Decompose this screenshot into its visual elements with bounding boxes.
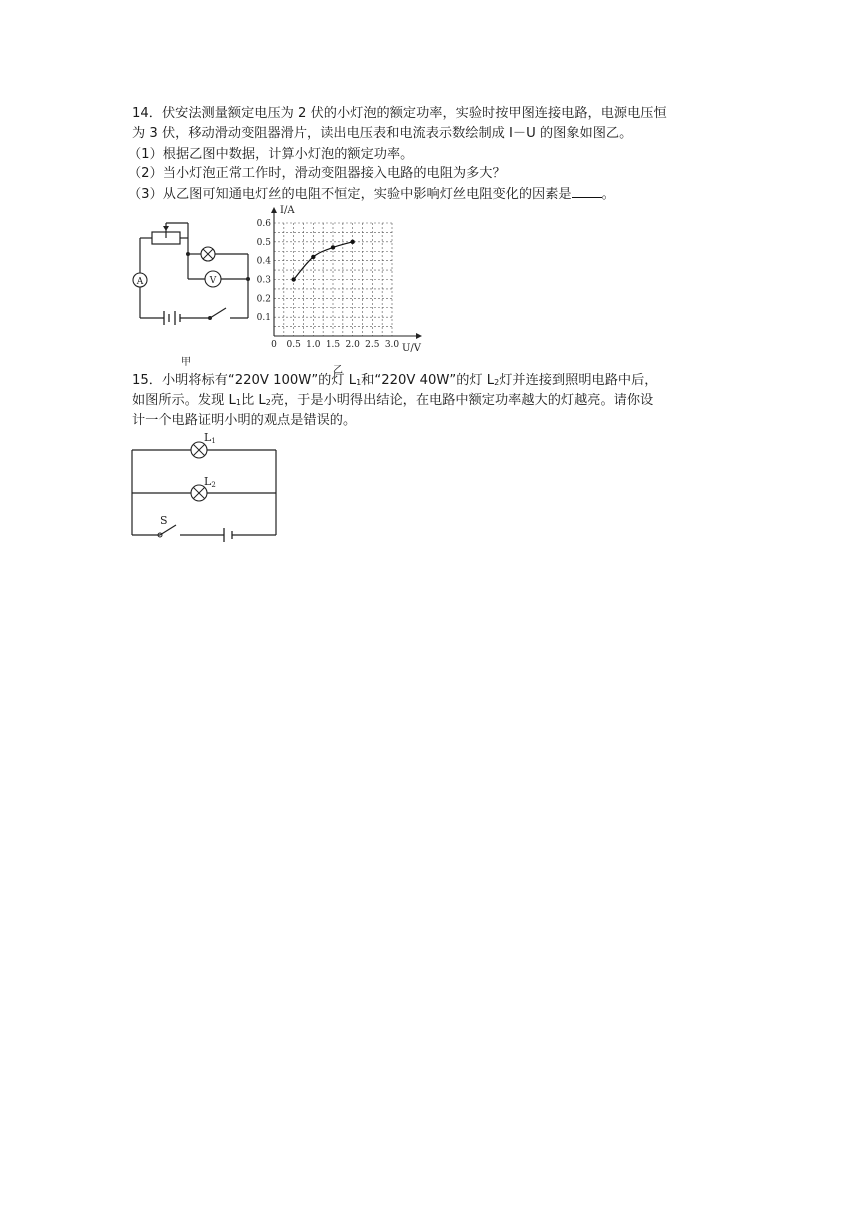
voltmeter-label: V <box>209 276 217 286</box>
figure-caption-jia: 甲 <box>181 357 191 368</box>
q15-line-2-c: 亮，于是小明得出结论，在电路中额定功率越大的灯越亮。请你设 <box>270 393 654 408</box>
q15-line-2-b: 比 L <box>240 393 266 408</box>
q15-line-2-a: 如图所示。发现 L <box>132 393 236 408</box>
ammeter-label: A <box>136 277 144 287</box>
q14-sub-question-3-end: 。 <box>601 187 615 202</box>
x-tick-label: 0.5 <box>286 340 301 350</box>
y-tick-label: 0.2 <box>256 294 271 305</box>
y-tick-label: 0.3 <box>256 275 271 286</box>
y-tick-label: 0.1 <box>256 313 271 324</box>
figure-caption-yi: 乙 <box>333 365 343 376</box>
q15-line-1-c: 灯并连接到照明电路中后， <box>499 373 658 388</box>
q14-sub-question-1: （1）根据乙图中数据，计算小灯泡的额定功率。 <box>128 147 414 162</box>
y-axis-label: I/A <box>280 205 295 216</box>
q14-line-2: 为 3 伏，移动滑动变阻器滑片，读出电压表和电流表示数绘制成 I－U 的图象如图乙。 <box>132 126 633 141</box>
y-tick-label: 0.6 <box>256 219 271 229</box>
lamp-l1-label: L1 <box>204 431 216 445</box>
q15-line-2-sub-2: 2 <box>265 398 271 407</box>
q15-line-1-a: 15．小明将标有“220V 100W”的灯 L <box>132 373 357 388</box>
q15-line-1-b: 和“220V 40W”的灯 L <box>361 373 495 388</box>
y-tick-label: 0.5 <box>256 237 271 248</box>
y-tick-label: 0.4 <box>256 256 271 267</box>
x-tick-label: 2.0 <box>345 340 360 350</box>
x-tick-label: 1.0 <box>306 340 321 350</box>
x-axis-label: U/V <box>402 343 422 354</box>
lamp-l2-label: L2 <box>204 475 216 489</box>
lamp-l1-icon <box>191 442 207 458</box>
q14-line-1: 14．伏安法测量额定电压为 2 伏的小灯泡的额定功率，实验时按甲图连接电路，电源电压恒 <box>132 106 667 121</box>
x-tick-label: 2.5 <box>365 340 380 350</box>
q15-line-1-sub-2: 2 <box>494 378 500 387</box>
q15-line-2-sub-1: 1 <box>235 398 241 407</box>
x-tick-label: 1.5 <box>325 340 341 350</box>
q15-line-1-sub-1: 1 <box>356 378 362 387</box>
q15-line-3: 计一个电路证明小明的观点是错误的。 <box>132 413 357 428</box>
switch-label: S <box>160 514 168 527</box>
x-tick-label: 0 <box>271 340 277 350</box>
q14-sub-question-2: （2）当小灯泡正常工作时，滑动变阻器接入电路的电阻为多大？ <box>128 166 506 181</box>
q14-sub-question-3-text: （3）从乙图可知通电灯丝的电阻不恒定，实验中影响灯丝电阻变化的因素是 <box>128 187 572 202</box>
x-tick-label: 3.0 <box>384 340 400 350</box>
